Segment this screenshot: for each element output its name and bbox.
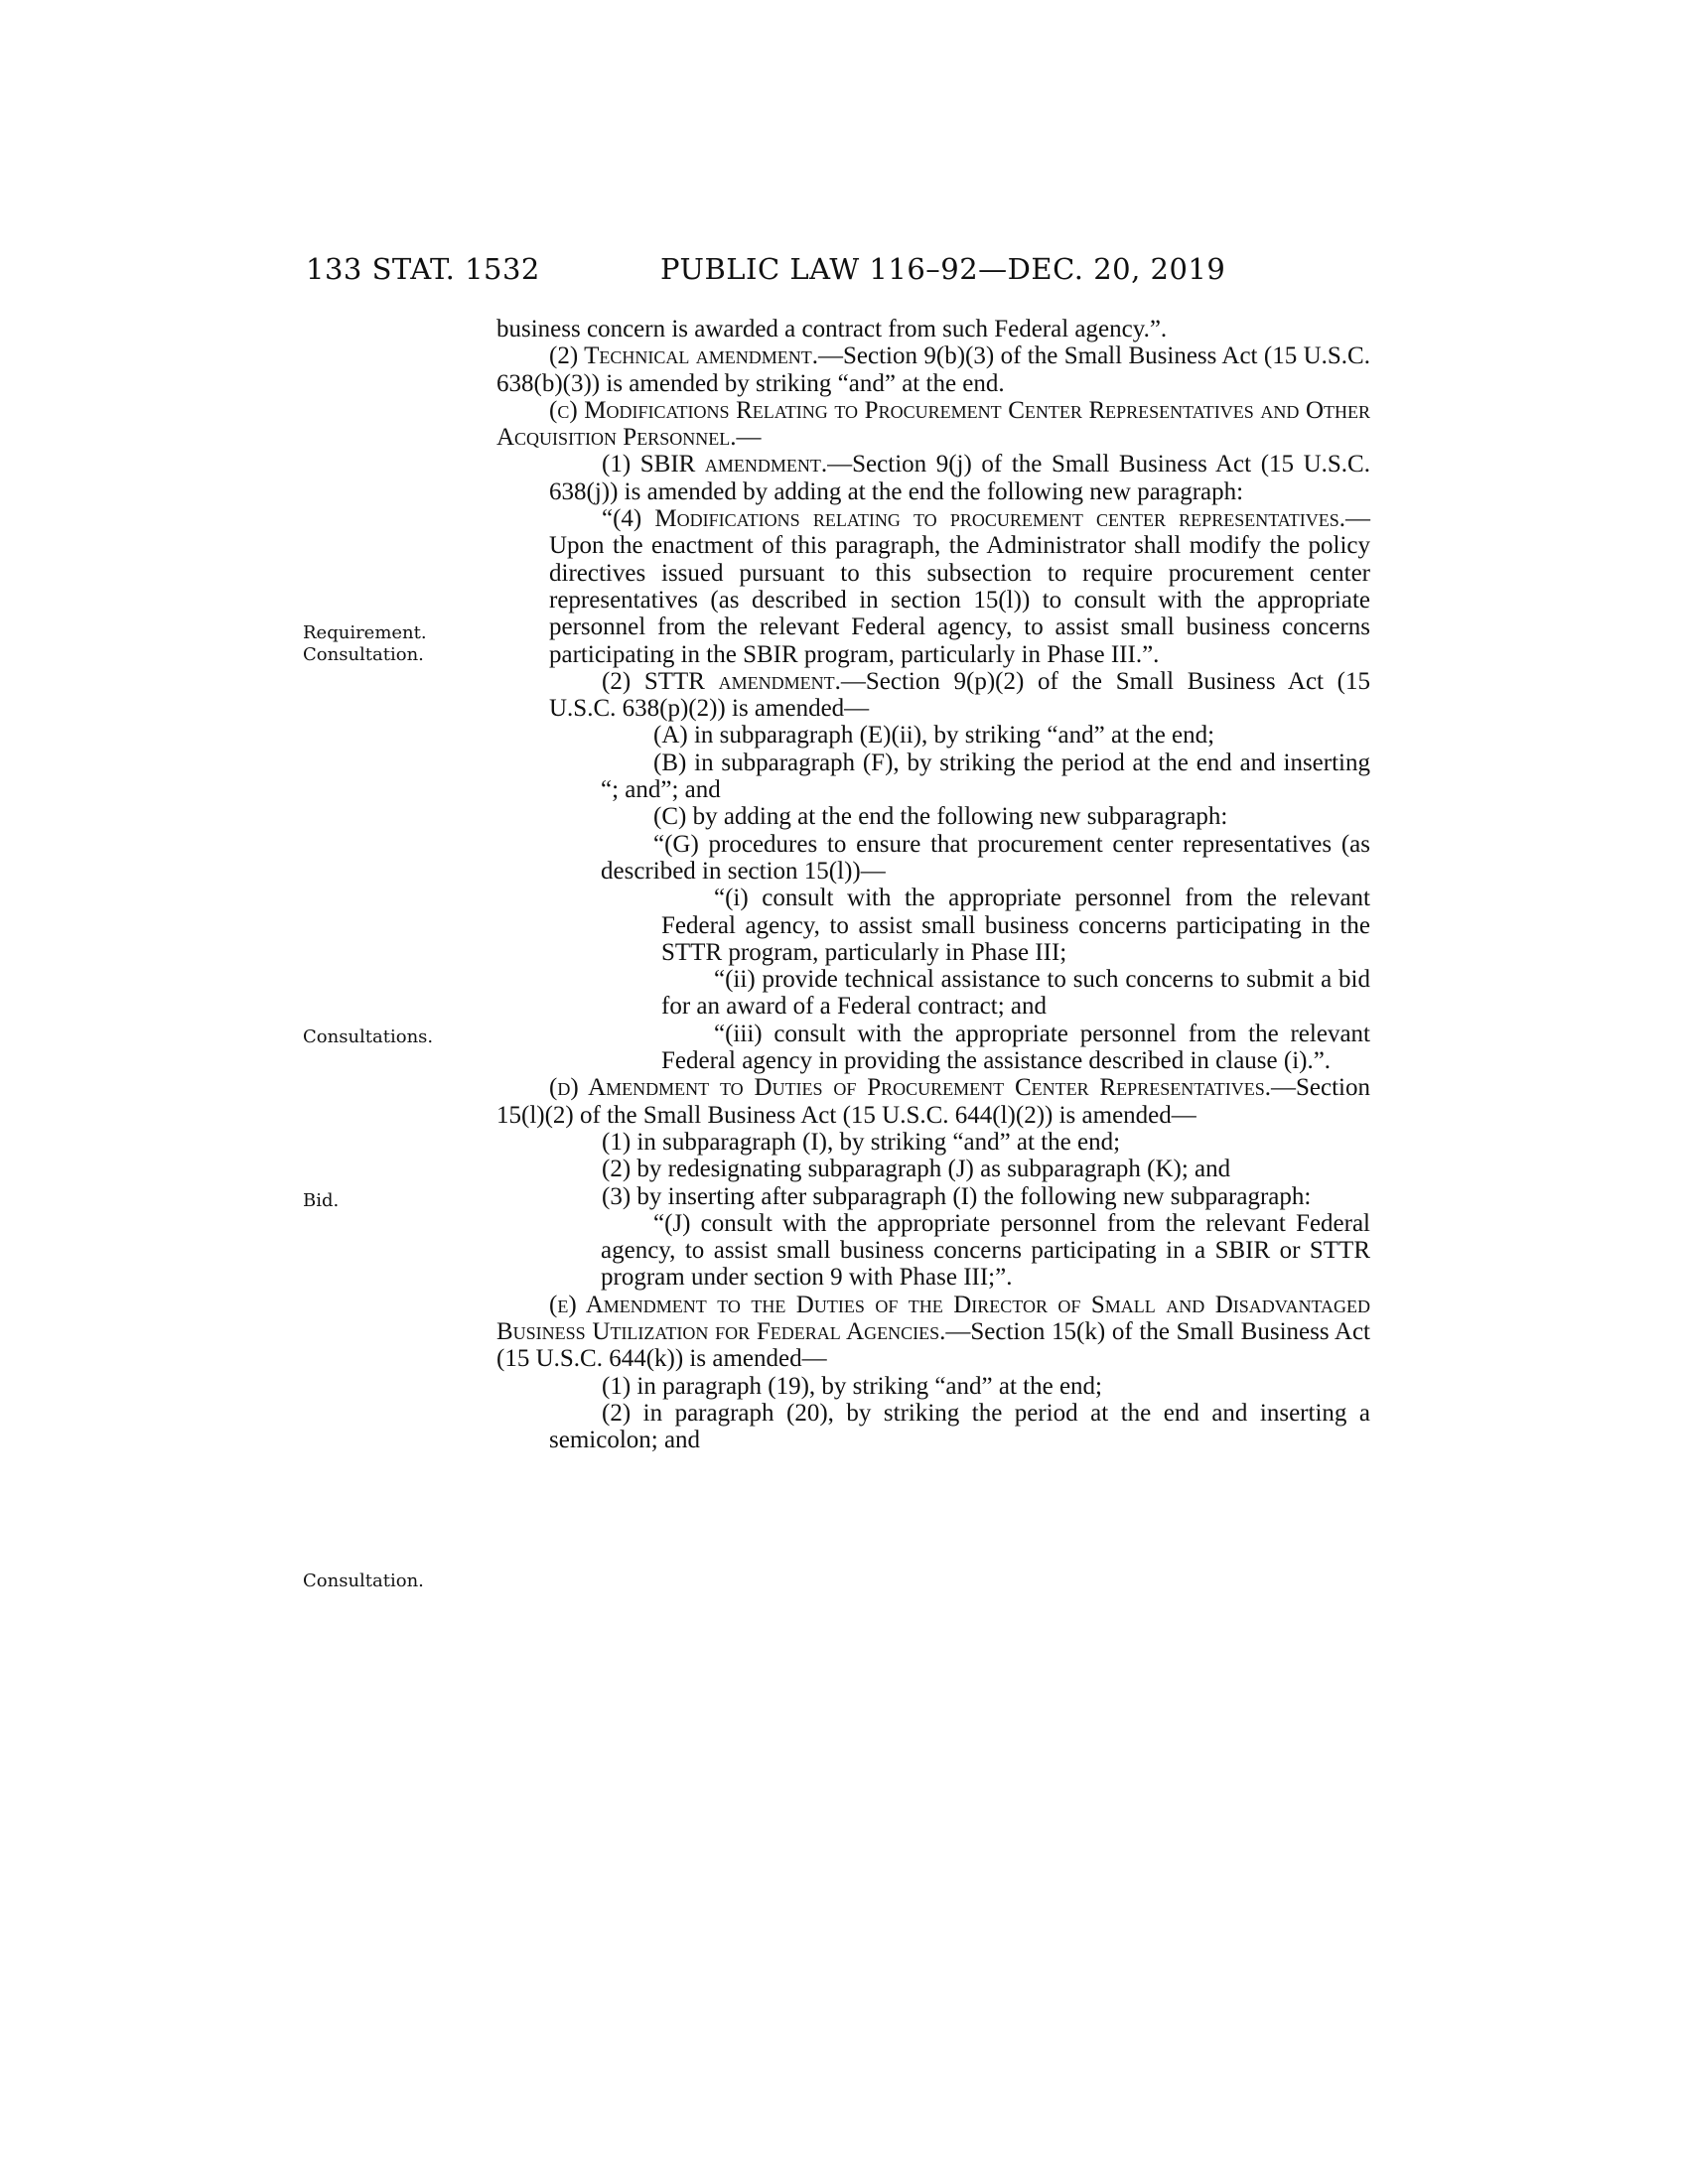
clause: “(i) consult with the appropriate personnel from the relevant Federal agency, to assist small business concerns participating in the STTR program, particularly in Phase III; <box>661 885 1370 966</box>
paragraph-heading: (e) Amendment to the Duties of the Director of Small and Disadvantaged Business Utilization for Federal Agencies. <box>496 1291 1370 1345</box>
paragraph: (2) in paragraph (20), by striking the period at the end and inserting a semicolon; and <box>549 1399 1370 1454</box>
page-reference: 133 STAT. 1532 <box>306 252 540 286</box>
subsection-heading: (c) Modifications Relating to Procurement Center Representatives and Other Acquisition Personnel.— <box>496 396 1370 452</box>
paragraph-heading: “(4) Modifications relating to procurement center representatives. <box>602 505 1345 533</box>
paragraph: business concern is awarded a contract from such Federal agency.”. <box>496 316 1168 342</box>
margin-note-bid: Bid. <box>303 1190 340 1211</box>
margin-note-consultation: Consultation. <box>303 1570 424 1591</box>
clause: “(iii) consult with the appropriate personnel from the relevant Federal agency in providing the assistance described in clause (i).”. <box>661 1020 1370 1075</box>
paragraph-heading: (1) SBIR amendment. <box>602 451 828 478</box>
margin-note-requirement: Requirement. Consultation. <box>303 622 427 665</box>
subsection-heading: (d) Amendment to Duties of Procurement Center Representatives.—Section 15(l)(2) of the Small Business Act (15 U.S.C. 644(l)(2)) is amended— <box>496 1074 1370 1129</box>
subparagraph: (A) in subparagraph (E)(ii), by striking “and” at the end; <box>653 722 1215 750</box>
quoted-subparagraph: “(J) consult with the appropriate personnel from the relevant Federal agency, to assist small business concerns participating in a SBIR or STTR program under section 9 with Phase III;”. <box>601 1209 1370 1292</box>
subparagraph: (B) in subparagraph (F), by striking the period at the end and inserting “; and”; and <box>601 749 1370 804</box>
quoted-subparagraph: “(G) procedures to ensure that procurement center representatives (as described in section 15(l))— <box>601 830 1370 885</box>
paragraph: (2) STTR amendment.—Section 9(p)(2) of the Small Business Act (15 U.S.C. 638(p)(2)) is amended— <box>549 667 1370 723</box>
paragraph-heading: (c) Modifications Relating to Procurement Center Representatives and Other Acquisition Personnel. <box>496 396 1370 452</box>
subsection-heading: (e) Amendment to the Duties of the Director of Small and Disadvantaged Business Utilization for Federal Agencies.—Section 15(k) of the Small Business Act (15 U.S.C. 644(k)) is amended— <box>496 1291 1370 1373</box>
paragraph: (2) Technical amendment.—Section 9(b)(3) of the Small Business Act (15 U.S.C. 638(b)(3)) is amended by striking “and” at the end. <box>496 342 1370 397</box>
paragraph: (1) in paragraph (19), by striking “and” at the end; <box>602 1372 1102 1400</box>
quoted-paragraph: “(4) Modifications relating to procurement center representatives.—Upon the enactment of this paragraph, the Administrator shall modify the policy directives issued pursuant to this subsection to require procurement center representatives (as described in section 15(l)) to consult with the appropriate personnel from the relevant Federal agency, to assist small business concerns participating in the SBIR program, particularly in Phase III.”. <box>549 505 1370 668</box>
paragraph-heading: (2) Technical amendment. <box>549 342 818 370</box>
paragraph-heading: (2) STTR amendment. <box>602 667 841 695</box>
margin-note-consultations: Consultations. <box>303 1026 434 1047</box>
clause: “(ii) provide technical assistance to such concerns to submit a bid for an award of a Federal contract; and <box>661 966 1370 1021</box>
paragraph: (1) in subparagraph (I), by striking “and” at the end; <box>602 1128 1121 1156</box>
paragraph: (3) by inserting after subparagraph (I) the following new subparagraph: <box>602 1182 1312 1210</box>
paragraph: (2) by redesignating subparagraph (J) as subparagraph (K); and <box>602 1156 1231 1183</box>
statute-body <box>496 316 1370 1453</box>
subparagraph: (C) by adding at the end the following new subparagraph: <box>653 803 1228 831</box>
paragraph-heading: (d) Amendment to Duties of Procurement Center Representatives. <box>549 1074 1271 1102</box>
running-header-title: PUBLIC LAW 116–92—DEC. 20, 2019 <box>660 252 1226 286</box>
paragraph: (1) SBIR amendment.—Section 9(j) of the Small Business Act (15 U.S.C. 638(j)) is amended by adding at the end the following new paragraph: <box>549 451 1370 505</box>
